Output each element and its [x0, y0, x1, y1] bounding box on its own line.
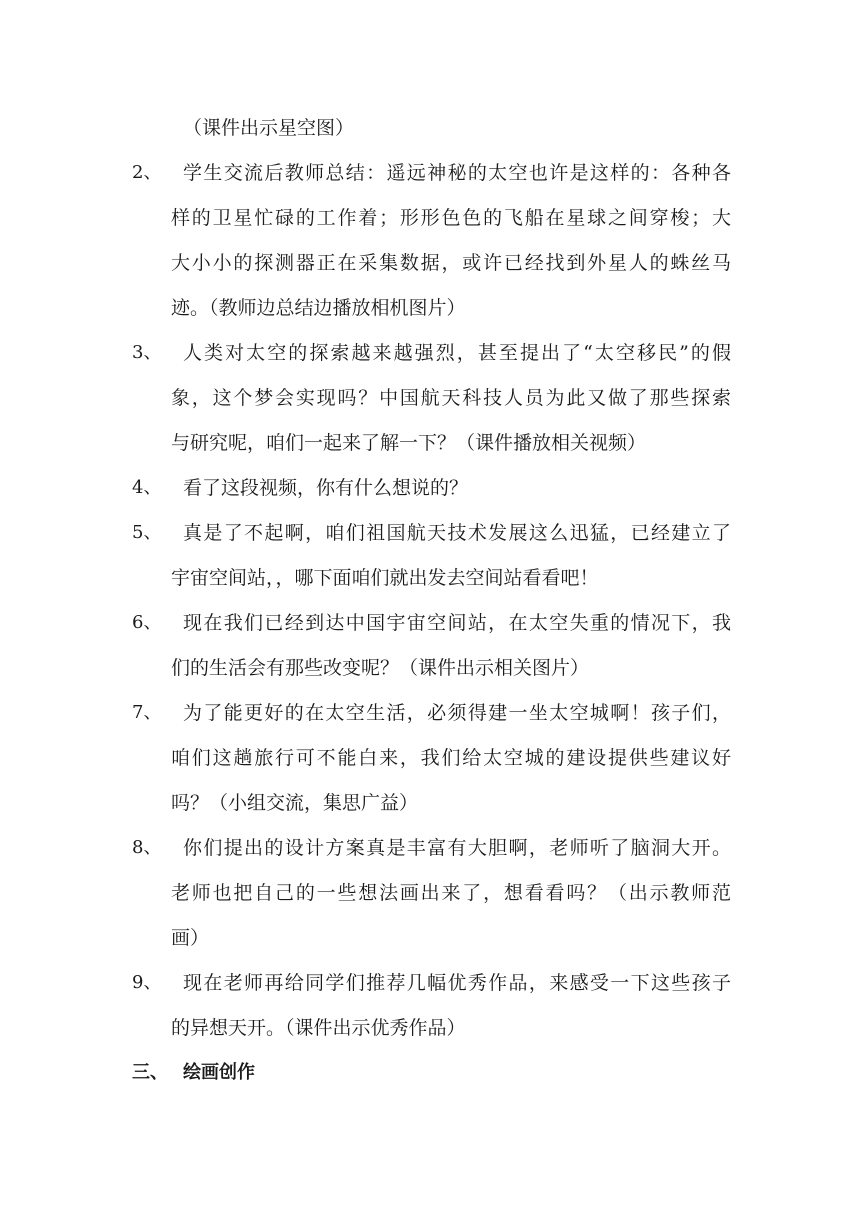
item-3-line-2: 象，这个梦会实现吗？中国航天科技人员为此又做了那些探索	[171, 387, 731, 409]
item-2-line-3: 大小小的探测器正在采集数据，或许已经找到外星人的蛛丝马	[171, 252, 731, 274]
item-4-line-1: 看了这段视频，你有什么想说的？	[183, 477, 469, 499]
item-7-line-3: 吗？（小组交流，集思广益）	[171, 792, 419, 814]
intro-line: （课件出示星空图）	[183, 117, 355, 139]
item-8-line-2: 老师也把自己的一些想法画出来了，想看看吗？（出示教师范	[171, 882, 731, 904]
item-number-8: 8、	[132, 837, 162, 858]
item-3-line-3: 与研究呢，咱们一起来了解一下？（课件播放相关视频）	[171, 432, 647, 454]
item-number-6: 6、	[132, 612, 162, 633]
item-number-4: 4、	[132, 477, 162, 498]
item-2-line-2: 样的卫星忙碌的工作着；形形色色的飞船在星球之间穿梭；大	[171, 207, 731, 229]
item-9-line-2: 的异想天开。（课件出示优秀作品）	[171, 1017, 466, 1039]
item-7-line-2: 咱们这趟旅行可不能白来，我们给太空城的建设提供些建议好	[171, 747, 731, 769]
item-8-line-3: 画）	[171, 927, 210, 949]
item-number-2: 2、	[132, 162, 162, 183]
section-title: 绘画创作	[183, 1062, 255, 1083]
item-number-7: 7、	[132, 702, 162, 723]
item-5-line-1: 真是了不起啊，咱们祖国航天技术发展这么迅猛，已经建立了	[183, 522, 731, 544]
item-6-line-1: 现在我们已经到达中国宇宙空间站，在太空失重的情况下，我	[183, 612, 731, 634]
item-9-line-1: 现在老师再给同学们推荐几幅优秀作品，来感受一下这些孩子	[183, 972, 731, 994]
item-number-3: 3、	[132, 342, 162, 363]
item-8-line-1: 你们提出的设计方案真是丰富有大胆啊，老师听了脑洞大开。	[183, 837, 731, 859]
item-3-line-1: 人类对太空的探索越来越强烈，甚至提出了“太空移民”的假	[183, 342, 731, 364]
item-2-line-4: 迹。（教师边总结边播放相机图片）	[171, 297, 466, 319]
item-number-5: 5、	[132, 522, 162, 543]
item-6-line-2: 们的生活会有那些改变呢？（课件出示相关图片）	[171, 657, 590, 679]
item-number-9: 9、	[132, 972, 162, 993]
item-7-line-1: 为了能更好的在太空生活，必须得建一坐太空城啊！孩子们，	[183, 702, 731, 724]
item-2-line-1: 学生交流后教师总结：遥远神秘的太空也许是这样的：各种各	[183, 162, 731, 184]
item-5-line-2: 宇宙空间站，，哪下面咱们就出发去空间站看看吧！	[171, 567, 599, 589]
section-number: 三、	[132, 1062, 168, 1083]
